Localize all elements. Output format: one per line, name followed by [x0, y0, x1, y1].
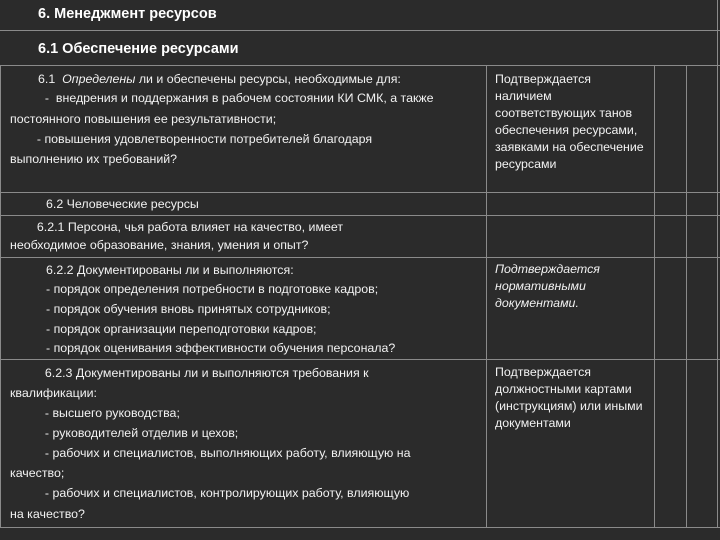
question-text: - рабочих и специалистов, контролирующих работу, влияющую	[38, 486, 410, 500]
question-text: на качество?	[10, 507, 85, 521]
question-text: - внедрения и поддержания в рабочем состоянии КИ СМК, а также	[38, 91, 434, 105]
evidence-note: Подтверждается нормативными документами.	[495, 262, 600, 310]
row-divider	[0, 359, 720, 360]
question-text: необходимое образование, знания, умения и опыт?	[10, 238, 309, 252]
column-divider	[686, 65, 687, 527]
question-text: - порядок обучения вновь принятых сотрудников;	[46, 302, 331, 316]
evidence-note: Подтверждается наличием соответствующих танов обеспечения ресурсами, заявками на обеспечение ресурсами	[495, 72, 644, 171]
question-text: 6.2.2 Документированы ли и выполняются:	[46, 263, 294, 277]
column-divider	[486, 65, 487, 527]
question-text: - порядок организации переподготовки кадров;	[46, 322, 317, 336]
question-text: выполнению их требований?	[10, 152, 178, 166]
row-divider	[0, 65, 720, 66]
question-text: - рабочих и специалистов, выполняющих работу, влияющую на	[38, 446, 411, 460]
question-text: - порядок оценивания эффективности обучения персонала?	[46, 341, 396, 355]
evidence-note: Подтверждается должностными картами (инструкциям) или иными документами	[495, 365, 643, 430]
row-divider	[0, 30, 720, 31]
section-title: 6. Менеджмент ресурсов	[38, 6, 217, 22]
question-text: качество;	[10, 466, 65, 480]
row-divider	[0, 257, 720, 258]
row-divider	[0, 192, 720, 193]
question-text: - руководителей отделив и цехов;	[38, 426, 239, 440]
row-divider	[0, 527, 720, 528]
column-divider	[0, 65, 1, 527]
subsection-title: 6.1 Обеспечение ресурсами	[38, 41, 239, 57]
row-divider	[0, 215, 720, 216]
question-text: - высшего руководства;	[38, 406, 180, 420]
question-text: - повышения удовлетворенности потребителей благодаря	[30, 132, 373, 146]
question-text: квалификации:	[10, 386, 97, 400]
question-text: 6.1 Определены ли и обеспечены ресурсы, необходимые для:	[38, 72, 401, 86]
question-text: 6.2 Человеческие ресурсы	[46, 197, 199, 211]
column-divider	[717, 0, 718, 527]
question-text: постоянного повышения ее результативности;	[10, 112, 277, 126]
question-text: 6.2.3 Документированы ли и выполняются требования к	[38, 366, 369, 380]
question-text: 6.2.1 Персона, чья работа влияет на качество, имеет	[30, 220, 344, 234]
column-divider	[654, 65, 655, 527]
question-text: - порядок определения потребности в подготовке кадров;	[46, 282, 379, 296]
